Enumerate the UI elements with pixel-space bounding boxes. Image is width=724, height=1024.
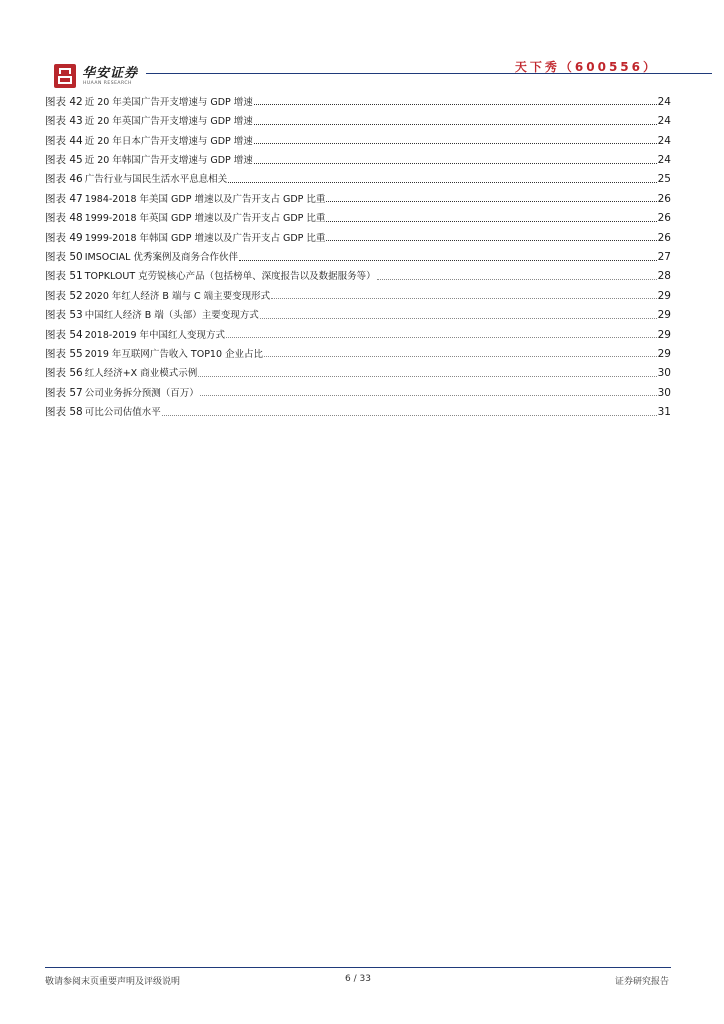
toc-entry-page: 29 — [657, 309, 671, 322]
toc-entry-page: 30 — [657, 386, 671, 399]
toc-entry-label: 图表 52 — [45, 289, 83, 302]
toc-entry-label: 图表 43 — [45, 115, 83, 128]
toc-dot-leader — [198, 375, 656, 377]
toc-dot-leader — [260, 317, 657, 319]
toc-dot-leader — [326, 239, 656, 241]
toc-entry[interactable] — [45, 204, 671, 223]
toc-entry-page: 26 — [657, 192, 671, 205]
toc-entry-label: 图表 50 — [45, 251, 83, 264]
toc-dot-leader — [239, 259, 657, 261]
toc-entry-title: 2019 年互联网广告收入 TOP10 企业占比 — [84, 348, 264, 360]
toc-entry[interactable] — [45, 243, 671, 262]
toc-entry-page: 26 — [657, 231, 671, 244]
toc-entry-label: 图表 58 — [45, 406, 83, 419]
toc-entry[interactable] — [45, 127, 671, 146]
toc-entry-title: 1999-2018 年韩国 GDP 增速以及广告开支占 GDP 比重 — [84, 232, 326, 244]
brand-name: 华安证券 — [82, 66, 139, 81]
toc-dot-leader — [162, 414, 657, 416]
toc-dot-leader — [271, 297, 656, 299]
toc-entry[interactable] — [45, 224, 671, 243]
figure-index-list — [45, 88, 671, 418]
toc-entry-page: 27 — [657, 251, 671, 264]
toc-entry[interactable] — [45, 88, 671, 107]
toc-entry[interactable] — [45, 146, 671, 165]
toc-entry-page: 26 — [657, 212, 671, 225]
toc-dot-leader — [254, 123, 657, 125]
huaan-logo-icon — [54, 64, 76, 88]
toc-dot-leader — [228, 181, 656, 183]
toc-entry-title: 可比公司估值水平 — [84, 407, 161, 419]
toc-entry[interactable] — [45, 166, 671, 185]
toc-entry-page: 29 — [657, 347, 671, 360]
toc-entry-title: 1999-2018 年英国 GDP 增速以及广告开支占 GDP 比重 — [84, 213, 326, 225]
toc-entry-label: 图表 56 — [45, 367, 83, 380]
toc-entry-label: 图表 57 — [45, 386, 83, 399]
toc-entry-label: 图表 55 — [45, 347, 83, 360]
toc-dot-leader — [326, 200, 656, 202]
toc-entry-page: 24 — [657, 134, 671, 147]
brand-subtitle: HUAAN RESEARCH — [83, 81, 132, 86]
toc-entry-title: 近 20 年韩国广告开支增速与 GDP 增速 — [84, 155, 253, 167]
toc-entry-page: 25 — [657, 173, 671, 186]
toc-entry-label: 图表 54 — [45, 328, 83, 341]
toc-dot-leader — [254, 142, 657, 144]
toc-dot-leader — [326, 220, 656, 222]
toc-entry[interactable] — [45, 107, 671, 126]
toc-entry-page: 24 — [657, 115, 671, 128]
toc-entry-label: 图表 46 — [45, 173, 83, 186]
toc-entry-page: 29 — [657, 328, 671, 341]
toc-dot-leader — [200, 394, 657, 396]
toc-entry-page: 31 — [657, 406, 671, 419]
toc-entry-label: 图表 48 — [45, 212, 83, 225]
toc-entry-page: 28 — [657, 270, 671, 283]
toc-entry-title: 近 20 年美国广告开支增速与 GDP 增速 — [84, 96, 253, 108]
toc-entry[interactable] — [45, 263, 671, 282]
page-footer — [45, 967, 671, 987]
toc-entry[interactable] — [45, 379, 671, 398]
toc-entry-page: 24 — [657, 95, 671, 108]
toc-entry-title: 红人经济+X 商业模式示例 — [84, 368, 198, 380]
toc-entry-page: 30 — [657, 367, 671, 380]
toc-dot-leader — [226, 336, 657, 338]
toc-entry-title: 近 20 年英国广告开支增速与 GDP 增速 — [84, 116, 253, 128]
toc-entry-label: 图表 51 — [45, 270, 83, 283]
toc-entry-title: 中国红人经济 B 端（头部）主要变现方式 — [84, 310, 259, 322]
page-header — [50, 56, 668, 88]
toc-dot-leader — [264, 355, 657, 357]
toc-entry-page: 29 — [657, 289, 671, 302]
toc-entry[interactable] — [45, 359, 671, 378]
toc-entry[interactable] — [45, 185, 671, 204]
toc-entry-label: 图表 42 — [45, 95, 83, 108]
toc-dot-leader — [254, 103, 657, 105]
toc-entry-title: 近 20 年日本广告开支增速与 GDP 增速 — [84, 135, 253, 147]
toc-entry[interactable] — [45, 340, 671, 359]
toc-entry-title: 1984-2018 年美国 GDP 增速以及广告开支占 GDP 比重 — [84, 193, 326, 205]
footer-divider — [45, 967, 671, 968]
footer-doc-type: 证券研究报告 — [614, 977, 669, 987]
toc-entry-title: 广告行业与国民生活水平息息相关 — [84, 174, 228, 186]
toc-dot-leader — [254, 162, 657, 164]
toc-entry-label: 图表 49 — [45, 231, 83, 244]
toc-entry-label: 图表 47 — [45, 192, 83, 205]
footer-disclaimer: 敬请参阅末页重要声明及评级说明 — [45, 977, 181, 987]
toc-entry[interactable] — [45, 398, 671, 417]
stock-title: 天下秀（600556） — [514, 60, 658, 74]
toc-dot-leader — [377, 278, 657, 280]
toc-entry-label: 图表 53 — [45, 309, 83, 322]
toc-entry-label: 图表 45 — [45, 154, 83, 167]
page-number: 6 / 33 — [345, 974, 371, 984]
toc-entry[interactable] — [45, 321, 671, 340]
toc-entry[interactable] — [45, 301, 671, 320]
toc-entry-title: 2018-2019 年中国红人变现方式 — [84, 329, 226, 341]
toc-entry-title: TOPKLOUT 克劳锐核心产品（包括榜单、深度报告以及数据服务等） — [84, 271, 376, 283]
toc-entry[interactable] — [45, 282, 671, 301]
toc-entry-title: 公司业务拆分预测（百万） — [84, 387, 199, 399]
header-divider — [146, 73, 712, 74]
toc-entry-page: 24 — [657, 154, 671, 167]
toc-entry-label: 图表 44 — [45, 134, 83, 147]
toc-entry-title: IMSOCIAL 优秀案例及商务合作伙伴 — [84, 252, 238, 264]
toc-entry-title: 2020 年红人经济 B 端与 C 端主要变现形式 — [84, 290, 271, 302]
